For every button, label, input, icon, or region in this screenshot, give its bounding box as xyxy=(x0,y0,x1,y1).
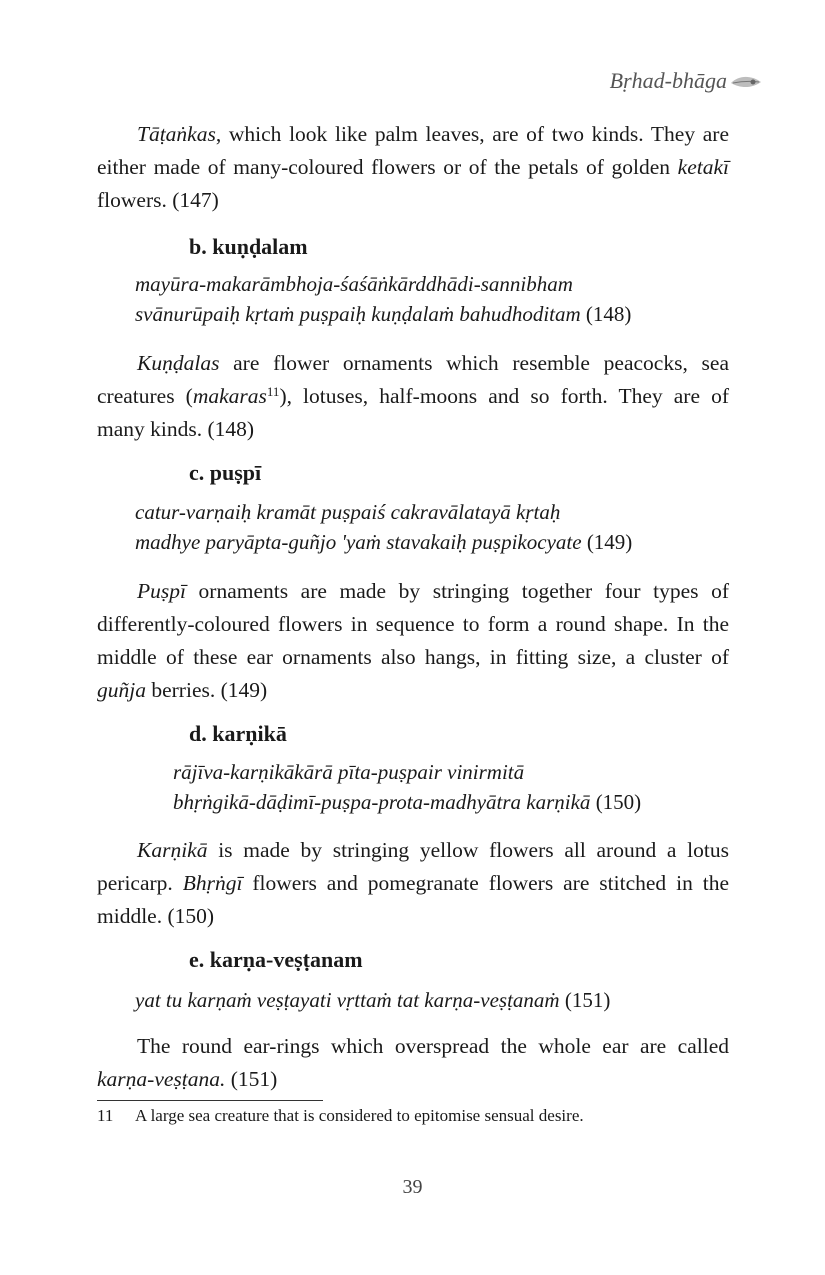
verse-line: rājīva-karṇikākārā pīta-puṣpair vinirmitā xyxy=(173,760,525,784)
paragraph-text: flowers. (147) xyxy=(97,188,219,212)
section-heading-d: d. karṇikā xyxy=(189,721,287,746)
paragraph-text: flowers and pomegranate flowers are stitched in the middle. (150) xyxy=(97,871,730,928)
term: Puṣpī xyxy=(137,579,186,603)
page-number: 39 xyxy=(402,1176,423,1198)
footnote-ref[interactable]: 11 xyxy=(266,384,280,399)
paragraph-text: are flower ornaments which resemble peacocks, sea creatures ( xyxy=(97,351,729,408)
term: ketakī xyxy=(677,155,729,179)
term: Tāṭaṅkas xyxy=(137,122,216,146)
paragraph-149 xyxy=(97,575,729,707)
footnote-divider xyxy=(97,1100,323,1101)
paragraph-text: ornaments are made by stringing together four types of differently-coloured flowers in sequence to form a round shape. In the middle of these ear ornaments also hangs, in fitting size, a cluster of xyxy=(97,579,729,669)
paragraph-text: is made by stringing yellow flowers all around a lotus pericarp. xyxy=(97,838,729,895)
verse-number: (149) xyxy=(581,530,633,554)
term: karṇa-veṣṭana. xyxy=(97,1067,226,1091)
section-heading-c: c. puṣpī xyxy=(189,460,262,485)
term: Karṇikā xyxy=(137,838,208,862)
verse-line: mayūra-makarāmbhoja-śaśāṅkārddhādi-sannibham xyxy=(135,272,573,296)
section-heading-e: e. karṇa-veṣṭanam xyxy=(189,947,363,972)
paragraph-text: berries. (149) xyxy=(145,678,268,702)
paragraph-150 xyxy=(97,834,729,933)
paragraph-text: , which look like palm leaves, are of two kinds. They are either made of many-coloured flowers or of the petals of golden xyxy=(97,122,729,179)
verse-line: svānurūpaiḥ kṛtaṁ puṣpaiḥ kuṇḍalaṁ bahudhoditam xyxy=(135,302,581,326)
verse-149 xyxy=(135,497,632,557)
paragraph-147 xyxy=(97,118,729,217)
term: Kuṇḍalas xyxy=(137,351,220,375)
verse-number: (150) xyxy=(590,790,642,814)
footnote xyxy=(97,1106,584,1126)
footnote-text: A large sea creature that is considered to epitomise sensual desire. xyxy=(135,1106,584,1125)
paragraph-text: ), lotuses, half-moons and so forth. They are of many kinds. (148) xyxy=(97,384,729,441)
term: guñja xyxy=(97,678,146,702)
paragraph-text: (151) xyxy=(225,1067,278,1091)
verse-148 xyxy=(135,269,631,329)
verse-150 xyxy=(173,757,641,817)
term: makaras xyxy=(192,384,267,408)
paragraph-148 xyxy=(97,347,729,446)
verse-line: bhṛṅgikā-dāḍimī-puṣpa-prota-madhyātra karṇikā xyxy=(173,790,591,814)
paragraph-text: The round ear-rings which overspread the whole ear are called xyxy=(137,1034,729,1058)
term: Bhṛṅgī xyxy=(182,871,243,895)
footnote-number: 11 xyxy=(97,1106,114,1125)
verse-line: madhye paryāpta-guñjo 'yaṁ stavakaiḥ puṣpikocyate xyxy=(135,530,582,554)
paragraph-151 xyxy=(97,1030,729,1096)
running-header xyxy=(610,68,763,94)
verse-line: yat tu karṇaṁ veṣṭayati vṛttaṁ tat karṇa-veṣṭanaṁ xyxy=(135,988,560,1012)
running-title: Bṛhad-bhāga xyxy=(609,68,727,93)
verse-line: catur-varṇaiḥ kramāt puṣpaiś cakravālatayā kṛtaḥ xyxy=(135,500,561,524)
verse-151 xyxy=(135,985,610,1015)
verse-number: (148) xyxy=(580,302,632,326)
section-heading-b: b. kuṇḍalam xyxy=(189,234,308,259)
verse-number: (151) xyxy=(559,988,611,1012)
leaf-ornament-icon xyxy=(729,71,763,91)
